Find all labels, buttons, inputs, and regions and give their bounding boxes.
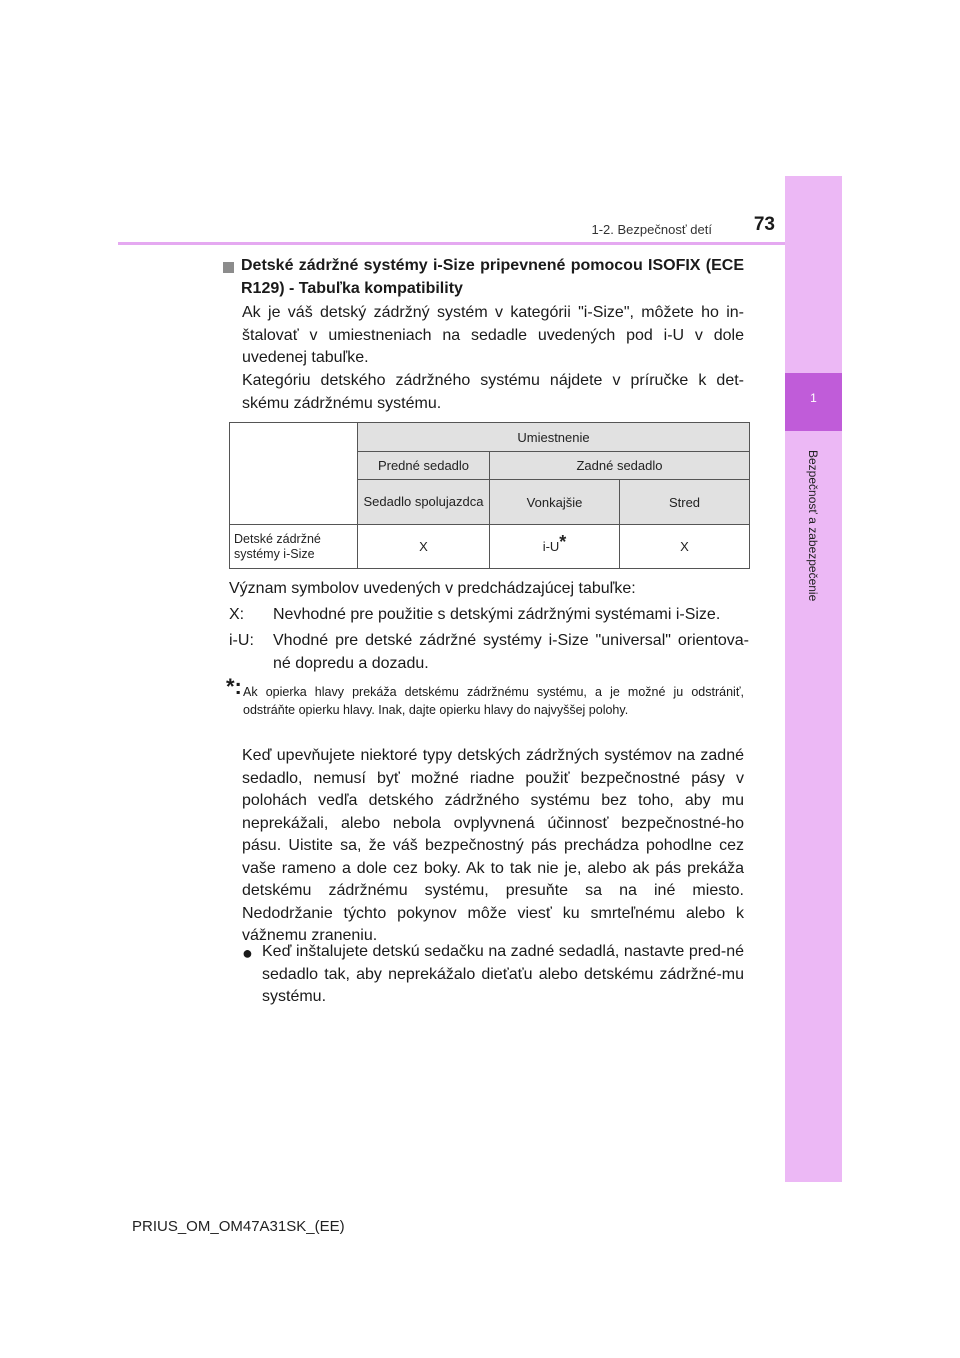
category-paragraph: Kategóriu detského zádržného systému nájdete v príručke k det-skému zádržnému systému. bbox=[242, 372, 744, 412]
compatibility-table bbox=[229, 422, 750, 569]
table-corner-cell bbox=[230, 423, 358, 525]
table-header-outboard: Vonkajšie bbox=[490, 480, 620, 525]
table-header-location: Umiestnenie bbox=[358, 423, 750, 452]
table-header-rear-seat: Zadné sedadlo bbox=[490, 452, 750, 480]
definition-key-iu: i-U: bbox=[229, 632, 254, 649]
header-rule bbox=[118, 242, 786, 245]
intro-paragraph: Ak je váš detský zádržný systém v kategórii "i-Size", môžete ho in-štalovať v umiestneniach na sedadle uvedených pod i-U v dole uvedenej tabuľke. bbox=[242, 304, 744, 366]
definition-key-x: X: bbox=[229, 606, 245, 623]
bullet-text: Keď inštalujete detskú sedačku na zadné sedadlá, nastavte pred-né sedadlo tak, aby neprekážalo dieťaťu alebo detskému zádržné-mu systému. bbox=[262, 943, 744, 1005]
chapter-number: 1 bbox=[810, 391, 817, 405]
definition-text-x: Nevhodné pre použitie s detskými zádržnými systémami i-Size. bbox=[273, 606, 721, 623]
page-number: 73 bbox=[753, 214, 775, 235]
document-code: PRIUS_OM_OM47A31SK_(EE) bbox=[132, 1218, 345, 1235]
definition-text-iu: Vhodné pre detské zádržné systémy i-Size "universal" orientova-né dopredu a dozadu. bbox=[273, 632, 749, 672]
table-cell-passenger: X bbox=[358, 525, 490, 569]
section-title: 1-2. Bezpečnosť detí bbox=[591, 222, 712, 237]
section-heading: Detské zádržné systémy i-Size pripevnené pomocou ISOFIX (ECE R129) - Tabuľka kompatibility bbox=[241, 257, 744, 297]
table-row-label: Detské zádržné systémy i-Size bbox=[230, 525, 358, 569]
table-header-passenger-seat: Sedadlo spolujazdca bbox=[358, 480, 490, 525]
seatbelt-paragraph: Keď upevňujete niektoré typy detských zádržných systémov na zadné sedadlo, nemusí byť možné riadne použiť bezpečnostné pásy v polohách vedľa detského zádržného systému bez toho, aby mu neprekážali, alebo nebola ovplyvnená účinnosť bezpečnostné-ho pásu. Uistite sa, že váš bezpečnostný pás prechádza pohodlne cez vaše rameno a dole cez boky. Ak to tak nie je, alebo ak pás prekáža detskému zádržnému systému, presuňte sa na iné miesto. Nedodržanie týchto pokynov môže viesť ku smrteľnému alebo k vážnemu zraneniu. bbox=[242, 747, 744, 944]
table-cell-outboard-value: i-U bbox=[542, 539, 560, 554]
footnote-mark: *: bbox=[226, 674, 242, 699]
symbols-intro: Význam symbolov uvedených v predchádzajúcej tabuľke: bbox=[229, 580, 636, 597]
table-header-center: Stred bbox=[620, 480, 750, 525]
chapter-side-tab bbox=[785, 176, 842, 1182]
table-cell-outboard bbox=[490, 525, 620, 569]
table-header-front-seat: Predné sedadlo bbox=[358, 452, 490, 480]
chapter-title: Bezpečnosť a zabezpečenie bbox=[806, 450, 820, 602]
heading-square-icon bbox=[223, 262, 234, 273]
footnote-asterisk: * bbox=[559, 531, 567, 552]
bullet-dot-icon: ● bbox=[242, 943, 253, 963]
footnote-text: Ak opierka hlavy prekáža detskému zádržnému systému, a je možné ju odstrániť, odstráňte opierku hlavy. Inak, dajte opierku hlavy do najvyššej polohy. bbox=[243, 685, 744, 717]
table-cell-center: X bbox=[620, 525, 750, 569]
